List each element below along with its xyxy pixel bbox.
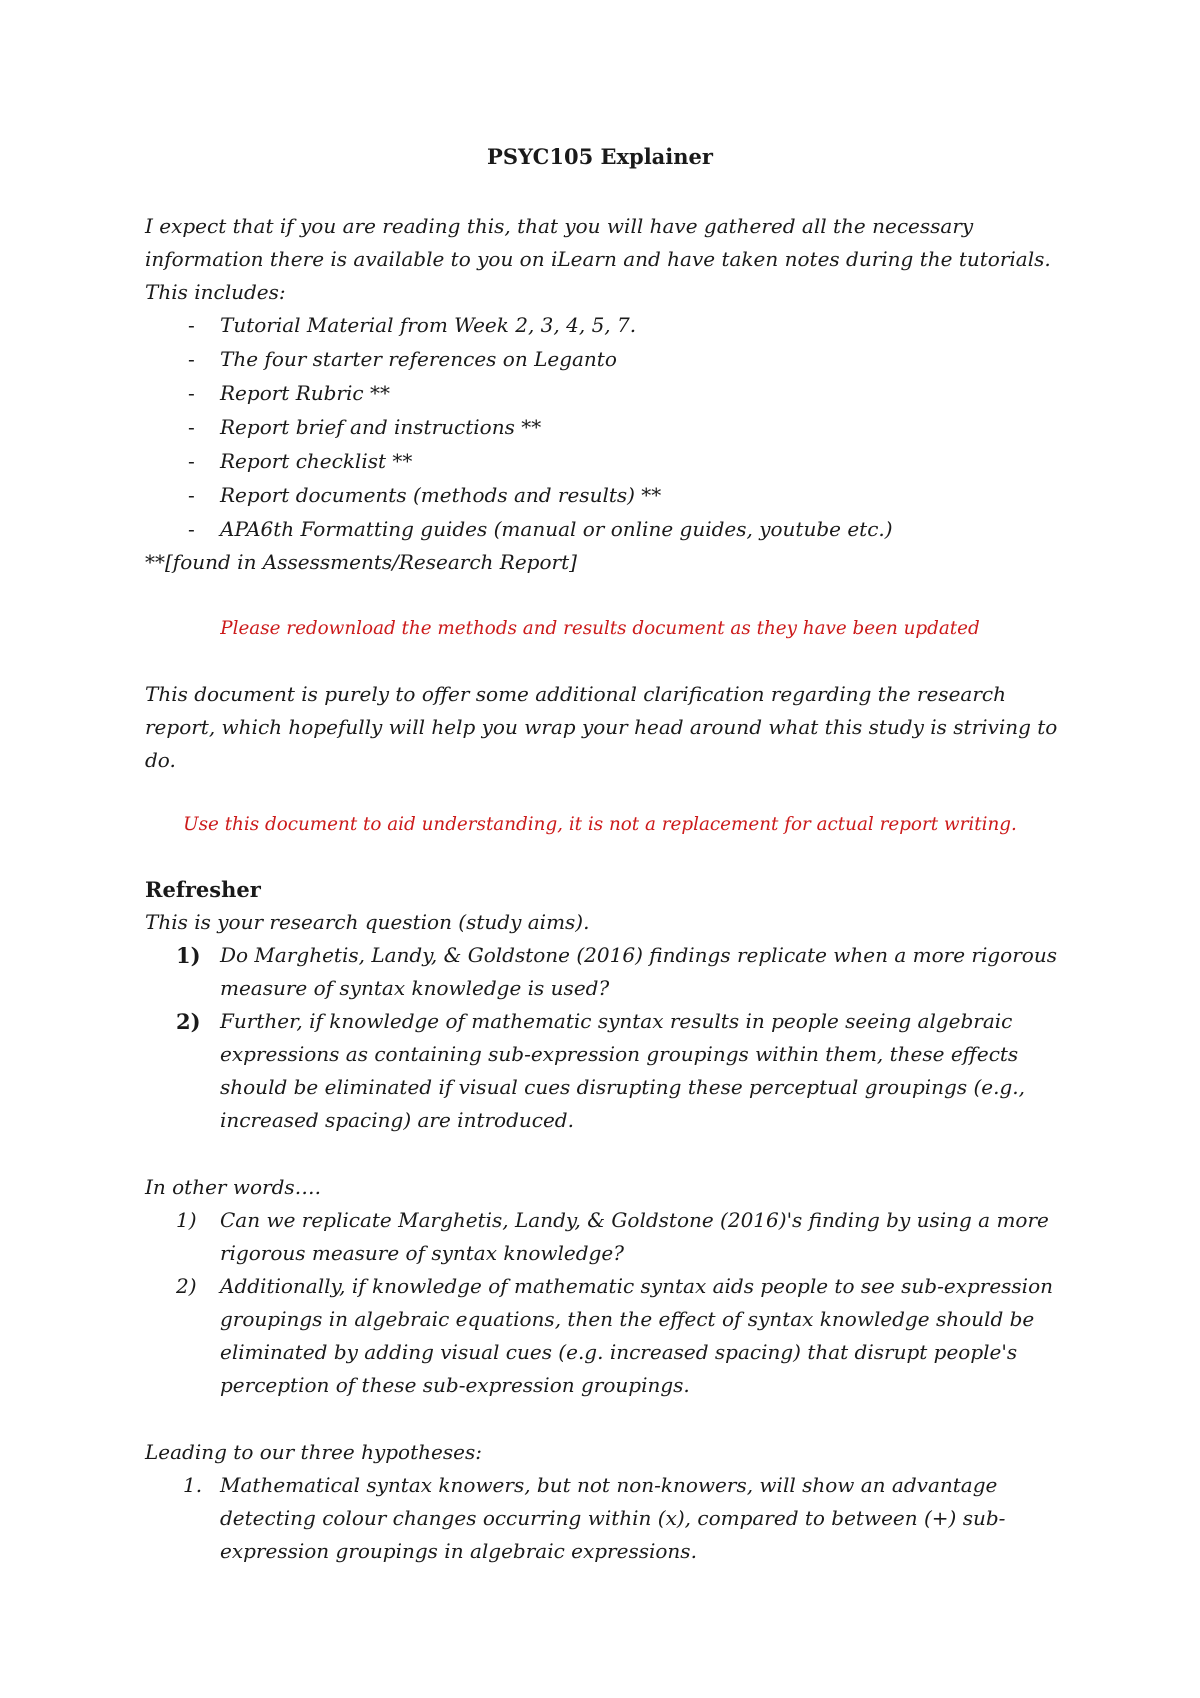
list-dash: - (188, 313, 195, 337)
list-dash: - (188, 381, 195, 405)
aid-notice: Use this document to aid understanding, it is not a replacement for actual report writing. (183, 814, 1017, 835)
list-dash: - (188, 517, 195, 541)
other-words-intro: In other words…. (145, 1175, 321, 1199)
list-item: Report documents (methods and results) ** (220, 483, 662, 507)
found-note: **[found in Assessments/Research Report] (145, 550, 577, 574)
intro-line-3: This includes: (145, 280, 286, 304)
document-title: PSYC105 Explainer (487, 144, 713, 169)
list-item-line: measure of syntax knowledge is used? (220, 976, 610, 1000)
list-item-line: detecting colour changes occurring within (x), compared to between (+) sub- (220, 1506, 1006, 1530)
list-item-line: increased spacing) are introduced. (220, 1108, 574, 1132)
purpose-line-1: This document is purely to offer some additional clarification regarding the research (145, 682, 1006, 706)
list-item-line: eliminated by adding visual cues (e.g. increased spacing) that disrupt people's (220, 1340, 1018, 1364)
list-dash: - (188, 449, 195, 473)
hypotheses-intro: Leading to our three hypotheses: (145, 1440, 482, 1464)
list-item: The four starter references on Leganto (220, 347, 617, 371)
list-item-line: rigorous measure of syntax knowledge? (220, 1241, 624, 1265)
refresher-intro: This is your research question (study aims). (145, 910, 590, 934)
list-dash: - (188, 415, 195, 439)
refresher-heading: Refresher (145, 877, 261, 902)
list-item-line: Mathematical syntax knowers, but not non-knowers, will show an advantage (220, 1473, 998, 1497)
list-item-line: Further, if knowledge of mathematic syntax results in people seeing algebraic (220, 1009, 1013, 1033)
list-number: 1. (183, 1473, 203, 1497)
list-dash: - (188, 347, 195, 371)
list-item: Report Rubric ** (220, 381, 390, 405)
list-item-line: groupings in algebraic equations, then the effect of syntax knowledge should be (220, 1307, 1035, 1331)
list-item-line: perception of these sub-expression groupings. (220, 1373, 690, 1397)
list-item: Report brief and instructions ** (220, 415, 542, 439)
list-item: Report checklist ** (220, 449, 413, 473)
list-item-line: Can we replicate Marghetis, Landy, & Goldstone (2016)'s finding by using a more (220, 1208, 1049, 1232)
purpose-line-3: do. (145, 748, 176, 772)
list-number: 1) (176, 1208, 197, 1232)
list-item: APA6th Formatting guides (manual or online guides, youtube etc.) (220, 517, 893, 541)
list-number: 1) (176, 943, 201, 968)
intro-line-1: I expect that if you are reading this, that you will have gathered all the necessary (145, 214, 974, 238)
list-item-line: expression groupings in algebraic expressions. (220, 1539, 697, 1563)
list-item: Tutorial Material from Week 2, 3, 4, 5, 7. (220, 313, 637, 337)
list-number: 2) (176, 1009, 201, 1034)
list-item-line: should be eliminated if visual cues disrupting these perceptual groupings (e.g., (220, 1075, 1025, 1099)
list-number: 2) (176, 1274, 197, 1298)
list-item-line: Additionally, if knowledge of mathematic syntax aids people to see sub-expression (220, 1274, 1053, 1298)
purpose-line-2: report, which hopefully will help you wrap your head around what this study is striving to (145, 715, 1058, 739)
list-item-line: Do Marghetis, Landy, & Goldstone (2016) findings replicate when a more rigorous (220, 943, 1057, 967)
intro-line-2: information there is available to you on iLearn and have taken notes during the tutorials. (145, 247, 1051, 271)
list-item-line: expressions as containing sub-expression groupings within them, these effects (220, 1042, 1019, 1066)
redownload-notice: Please redownload the methods and results document as they have been updated (220, 618, 980, 639)
list-dash: - (188, 483, 195, 507)
